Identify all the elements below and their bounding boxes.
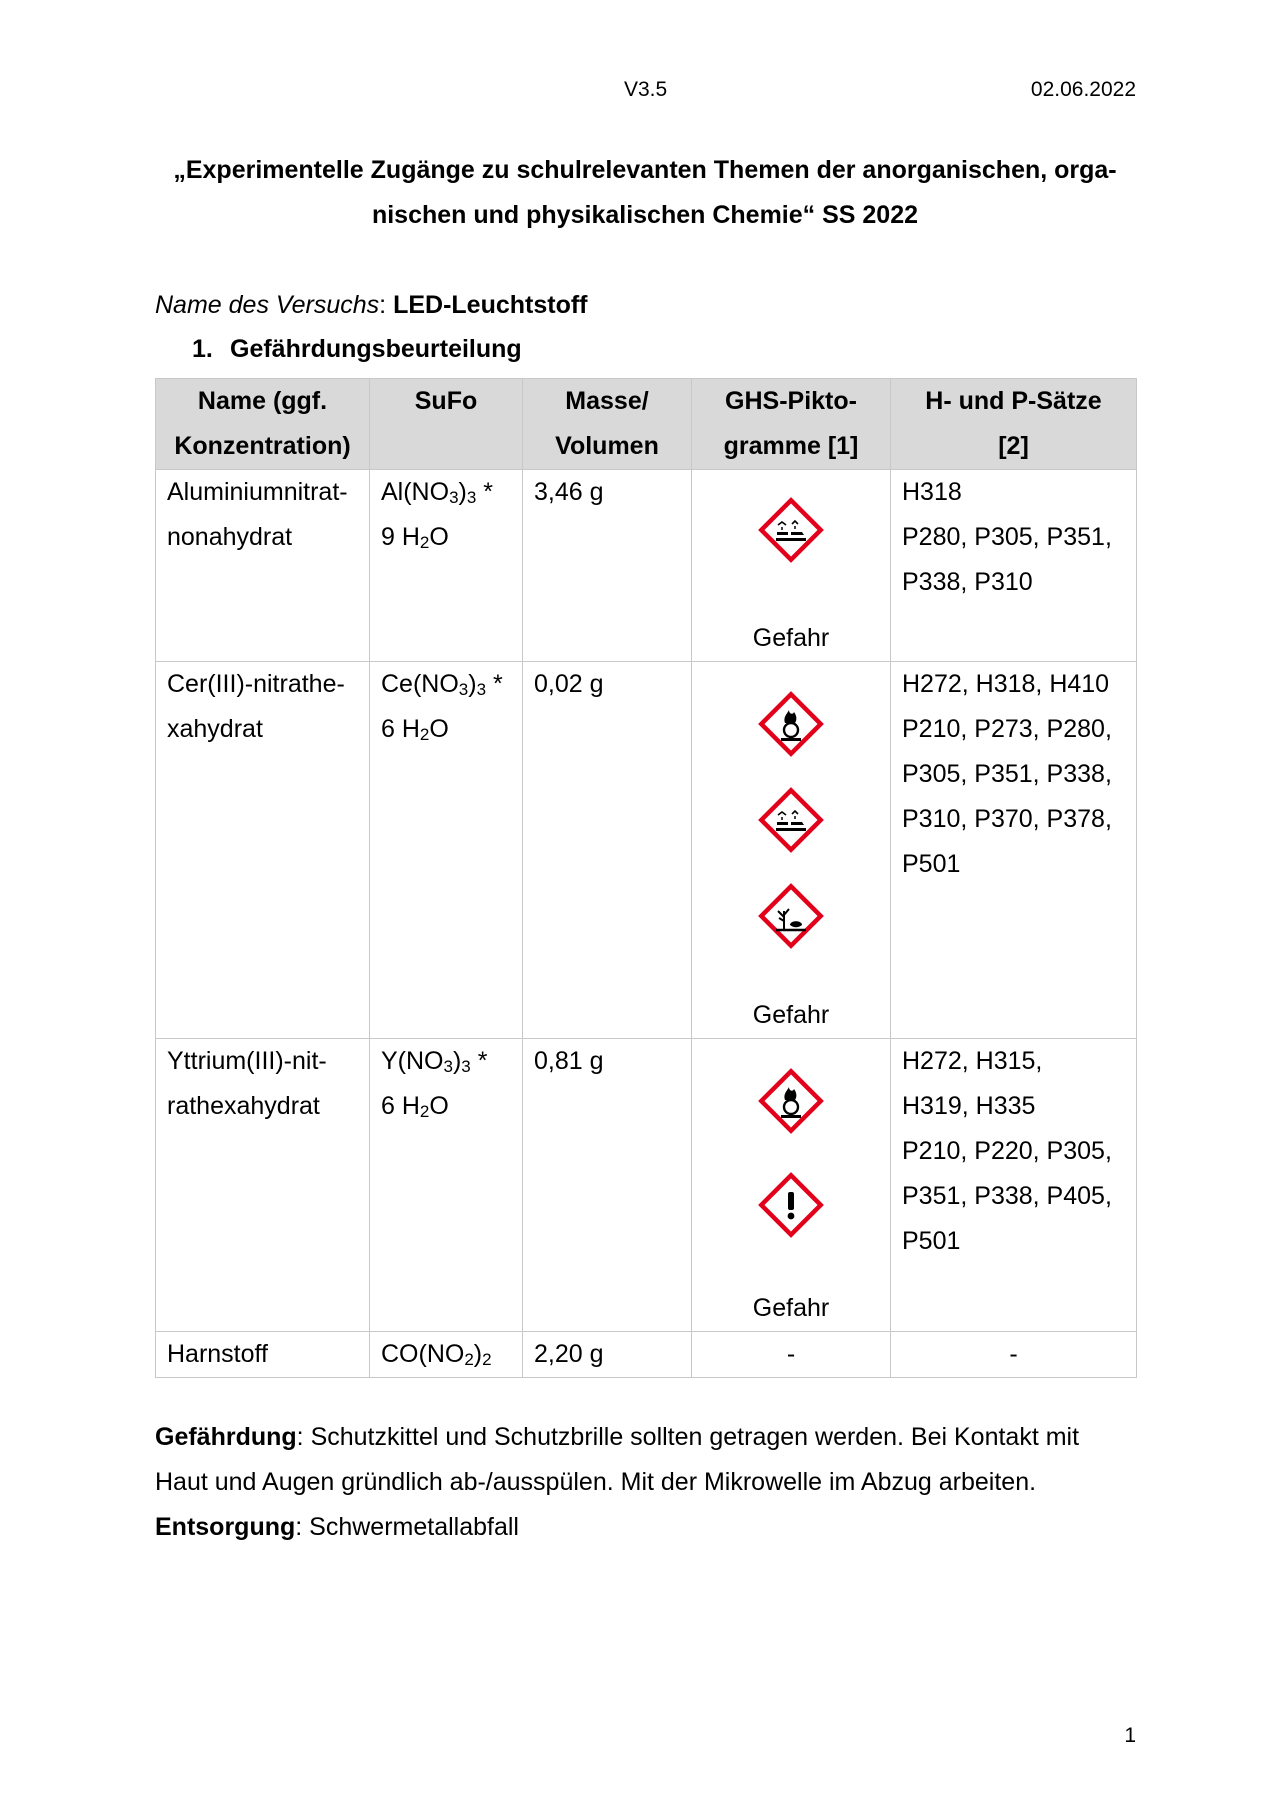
experiment-name-line: Name des Versuchs: LED-Leuchtstoff: [155, 291, 588, 319]
header-sufo: SuFo: [370, 379, 523, 470]
header-hp: H- und P-Sätze [2]: [891, 379, 1137, 470]
cell-pictograms: [692, 662, 891, 1039]
cell-mass: 0,81 g: [523, 1039, 692, 1332]
header-name: Name (ggf. Konzentration): [156, 379, 370, 470]
table-row: [156, 1332, 1137, 1378]
document-title-line-2: nischen und physikalischen Chemie“ SS 2022: [371, 201, 919, 229]
flame-over-circle-icon: [756, 689, 826, 759]
hazard-table: [155, 378, 1137, 1378]
hazard-paragraph-line-1: Gefährdung: Schutzkittel und Schutzbrille sollten getragen werden. Bei Kontakt mit: [155, 1423, 1080, 1451]
cell-mass: 3,46 g: [523, 470, 692, 662]
header-mass: Masse/ Volumen: [523, 379, 692, 470]
section-number: 1.: [192, 335, 213, 363]
disposal-label: Entsorgung: [155, 1513, 296, 1541]
experiment-name-label: Name des Versuchs: [155, 291, 380, 319]
cell-pictograms: [692, 470, 891, 662]
signal-word: Gefahr: [752, 1001, 830, 1029]
cell-formula: Y(NO3)3 * 6 H2O: [370, 1039, 523, 1332]
corrosion-icon: [756, 495, 826, 565]
environment-icon: [756, 881, 826, 951]
cell-hp-statements: H272, H318, H410 P210, P273, P280, P305, P351, P338, P310, P370, P378, P501: [891, 662, 1137, 1039]
table-header-row: [156, 379, 1137, 470]
signal-word: Gefahr: [752, 1294, 830, 1322]
corrosion-icon: [756, 785, 826, 855]
document-version: V3.5: [624, 78, 668, 101]
section-heading: [192, 335, 522, 364]
cell-formula: CO(NO2)2: [370, 1332, 523, 1378]
flame-over-circle-icon: [756, 1066, 826, 1136]
cell-mass: 0,02 g: [523, 662, 692, 1039]
cell-mass: 2,20 g: [523, 1332, 692, 1378]
cell-name: Cer(III)-nitrathe- xahydrat: [156, 662, 370, 1039]
document-title-line-1: „Experimentelle Zugänge zu schulrelevanten Themen der anorganischen, orga-: [173, 156, 1117, 184]
cell-hp-statements: H318 P280, P305, P351, P338, P310: [891, 470, 1137, 662]
disposal-paragraph: Entsorgung: Schwermetallabfall: [155, 1513, 519, 1541]
cell-hp-statements: -: [891, 1332, 1137, 1378]
page-number: 1: [1124, 1724, 1136, 1747]
header-ghs: GHS-Pikto- gramme [1]: [692, 379, 891, 470]
exclamation-mark-icon: [756, 1170, 826, 1240]
signal-word: Gefahr: [752, 624, 830, 652]
cell-name: Aluminiumnitrat- nonahydrat: [156, 470, 370, 662]
table-row: [156, 470, 1137, 662]
cell-pictograms: [692, 1039, 891, 1332]
section-title: Gefährdungsbeurteilung: [230, 335, 522, 363]
table-row: [156, 662, 1137, 1039]
document-date: 02.06.2022: [1030, 78, 1136, 101]
cell-name: Harnstoff: [156, 1332, 370, 1378]
cell-pictograms: -: [692, 1332, 891, 1378]
cell-formula: Ce(NO3)3 * 6 H2O: [370, 662, 523, 1039]
cell-formula: Al(NO3)3 * 9 H2O: [370, 470, 523, 662]
table-row: [156, 1039, 1137, 1332]
experiment-name-value: LED-Leuchtstoff: [393, 291, 588, 319]
hazard-label: Gefährdung: [155, 1423, 297, 1451]
cell-hp-statements: H272, H315, H319, H335 P210, P220, P305, P351, P338, P405, P501: [891, 1039, 1137, 1332]
cell-name: Yttrium(III)-nit- rathexahydrat: [156, 1039, 370, 1332]
hazard-paragraph-line-2: Haut und Augen gründlich ab-/ausspülen. Mit der Mikrowelle im Abzug arbeiten.: [155, 1468, 1037, 1496]
